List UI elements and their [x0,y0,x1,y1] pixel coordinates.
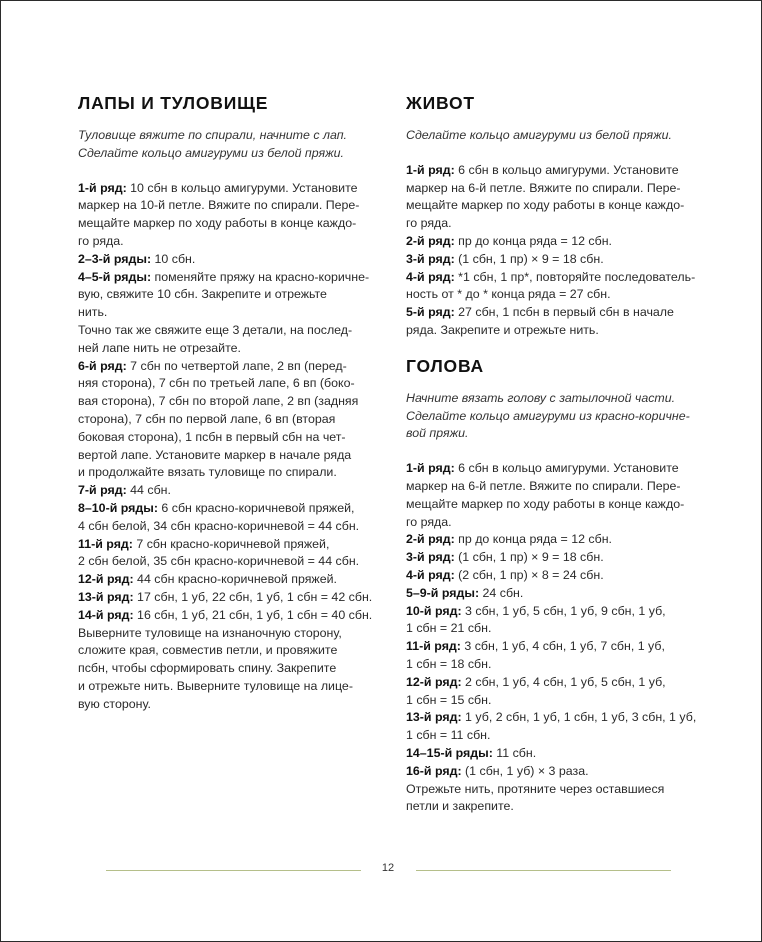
instruction-row: 2-й ряд: пр до конца ряда = 12 сбн. [406,532,612,547]
section-gap [406,340,702,356]
instruction-row: 11-й ряд: 3 сбн, 1 уб, 4 сбн, 1 уб, 7 сбн, 1 уб, 1 сбн = 18 сбн. [406,639,665,671]
section-intro [406,127,702,145]
belly-section [406,93,702,340]
legs-and-body-section [78,93,374,714]
instruction-row: 5-й ряд: 27 сбн, 1 псбн в первый сбн в начале ряда. Закрепите и отрежьте нить. [406,305,674,337]
instruction-row: 7-й ряд: 44 сбн. [78,483,171,498]
instruction-row: 1-й ряд: 10 сбн в кольцо амигуруми. Установите маркер на 10-й петле. Вяжите по спирали. Пере- мещайте маркер по ходу работы в конце каждо- го ряда. [78,180,360,248]
row-label: 4–5-й ряды: [78,269,152,284]
intro-line: Сделайте кольцо амигуруми из красно-коричне- [406,408,690,423]
intro-line: Сделайте кольцо амигуруми из белой пряжи. [406,128,672,142]
instruction-row: 16-й ряд: (1 сбн, 1 уб) × 3 раза. [406,763,589,778]
instruction-row: 1-й ряд: 6 сбн в кольцо амигуруми. Установите маркер на 6-й петле. Вяжите по спирали. Пере- мещайте маркер по ходу работы в конце каждо- го ряда. [406,162,685,231]
instruction-row: 13-й ряд: 1 уб, 2 сбн, 1 уб, 1 сбн, 1 уб, 3 сбн, 1 уб, 1 сбн = 11 сбн. [406,710,697,743]
instruction-row: 14-й ряд: 16 сбн, 1 уб, 21 сбн, 1 уб, 1 сбн = 40 сбн. [78,607,373,622]
instruction-row: 5–9-й ряды: 24 сбн. [406,585,524,600]
section-intro [406,390,702,443]
row-label: 2-й ряд: [406,233,455,248]
row-label: 4-й ряд: [406,269,455,284]
row-label: 4-й ряд: [406,567,455,582]
intro-line: Туловище вяжите по спирали, начните с лап. [78,128,347,142]
instruction-note: Отрежьте нить, протяните через оставшиеся петли и закрепите. [406,781,665,814]
footer-rule-left [106,870,361,871]
row-label: 12-й ряд: [78,572,134,587]
section-title: ЛАПЫ И ТУЛОВИЩЕ [78,93,269,113]
instructions [78,180,374,714]
row-label: 5-й ряд: [406,305,455,320]
instruction-row: 1-й ряд: 6 сбн в кольцо амигуруми. Установите маркер на 6-й петле. Вяжите по спирали. Пере- мещайте маркер по ходу работы в конце каждо- го ряда. [406,461,685,529]
right-column [406,93,702,816]
row-label: 1-й ряд: [78,180,127,195]
row-label: 2-й ряд: [406,532,455,547]
section-title: ГОЛОВА [406,355,484,376]
row-label: 13-й ряд: [406,710,462,725]
row-label: 8–10-й ряды: [78,500,158,515]
instruction-row: 11-й ряд: 7 сбн красно-коричневой пряжей, 2 сбн белой, 35 сбн красно-коричневой = 44 сбн. [78,536,360,569]
instruction-row: 4-й ряд: (2 сбн, 1 пр) × 8 = 24 сбн. [406,567,604,582]
row-label: 11-й ряд: [406,639,461,654]
section-intro [78,127,374,163]
instruction-row: 2–3-й ряды: 10 сбн. [78,251,196,266]
row-label: 5–9-й ряды: [406,585,480,600]
instruction-note: Выверните туловище на изнаночную сторону, сложите края, совместив петли, и провяжите псбн, чтобы сформировать спину. Закрепите и отрежьте нить. Выверните туловище на лице- вую сторону. [78,625,353,711]
row-label: 12-й ряд: [406,674,462,689]
row-label: 3-й ряд: [406,550,455,565]
instruction-row: 6-й ряд: 7 сбн по четвертой лапе, 2 вп (перед- няя сторона), 7 сбн по третьей лапе, 6 вп (боко- вая сторона), 7 сбн по второй лапе, 2 вп (задняя сторона), 7 сбн по первой лапе, 6 вп (вторая боковая сторона), 1 псбн в первый сбн на чет- вертой лапе. Установите маркер в начале ряда и продолжайте вязать туловище по спирали. [78,358,359,480]
instruction-row: 13-й ряд: 17 сбн, 1 уб, 22 сбн, 1 уб, 1 сбн = 42 сбн. [78,589,373,604]
row-label: 16-й ряд: [406,763,462,778]
instruction-row: 12-й ряд: 44 сбн красно-коричневой пряжей. [78,572,337,587]
instruction-row: 8–10-й ряды: 6 сбн красно-коричневой пряжей, 4 сбн белой, 34 сбн красно-коричневой = 44 сбн. [78,500,360,533]
instruction-row: 4–5-й ряды: поменяйте пряжу на красно-коричне- вую, свяжите 10 сбн. Закрепите и отрежьте нить. [78,269,370,320]
row-label: 7-й ряд: [78,483,127,498]
page-footer [1,859,761,883]
instruction-row: 3-й ряд: (1 сбн, 1 пр) × 9 = 18 сбн. [406,550,604,565]
instruction-row: 12-й ряд: 2 сбн, 1 уб, 4 сбн, 1 уб, 5 сбн, 1 уб, 1 сбн = 15 сбн. [406,674,666,707]
instruction-row: 3-й ряд: (1 сбн, 1 пр) × 9 = 18 сбн. [406,251,604,266]
row-label: 10-й ряд: [406,603,462,618]
intro-line: Сделайте кольцо амигуруми из белой пряжи. [78,145,344,160]
row-label: 14-й ряд: [78,607,134,622]
row-label: 14–15-й ряды: [406,745,493,760]
instruction-row: 4-й ряд: *1 сбн, 1 пр*, повторяйте последователь- ность от * до * конца ряда = 27 сбн. [406,269,696,302]
row-label: 6-й ряд: [78,358,127,373]
row-label: 2–3-й ряды: [78,251,152,266]
instruction-row: 14–15-й ряды: 11 сбн. [406,745,537,760]
head-section [406,356,702,816]
section-title: ЖИВОТ [406,93,475,113]
instruction-note: Точно так же свяжите еще 3 детали, на послед- ней лапе нить не отрезайте. [78,322,353,355]
row-label: 11-й ряд: [78,536,133,551]
intro-line: вой пряжи. [406,426,469,441]
instruction-row: 10-й ряд: 3 сбн, 1 уб, 5 сбн, 1 уб, 9 сбн, 1 уб, 1 сбн = 21 сбн. [406,603,666,636]
page-number: 12 [381,862,395,874]
row-label: 1-й ряд: [406,461,455,476]
intro-line: Начните вязать голову с затылочной части. [406,390,676,405]
footer-rule-right [416,870,671,871]
row-label: 3-й ряд: [406,251,455,266]
row-label: 1-й ряд: [406,162,455,177]
row-label: 13-й ряд: [78,589,134,604]
instruction-row: 2-й ряд: пр до конца ряда = 12 сбн. [406,233,612,248]
